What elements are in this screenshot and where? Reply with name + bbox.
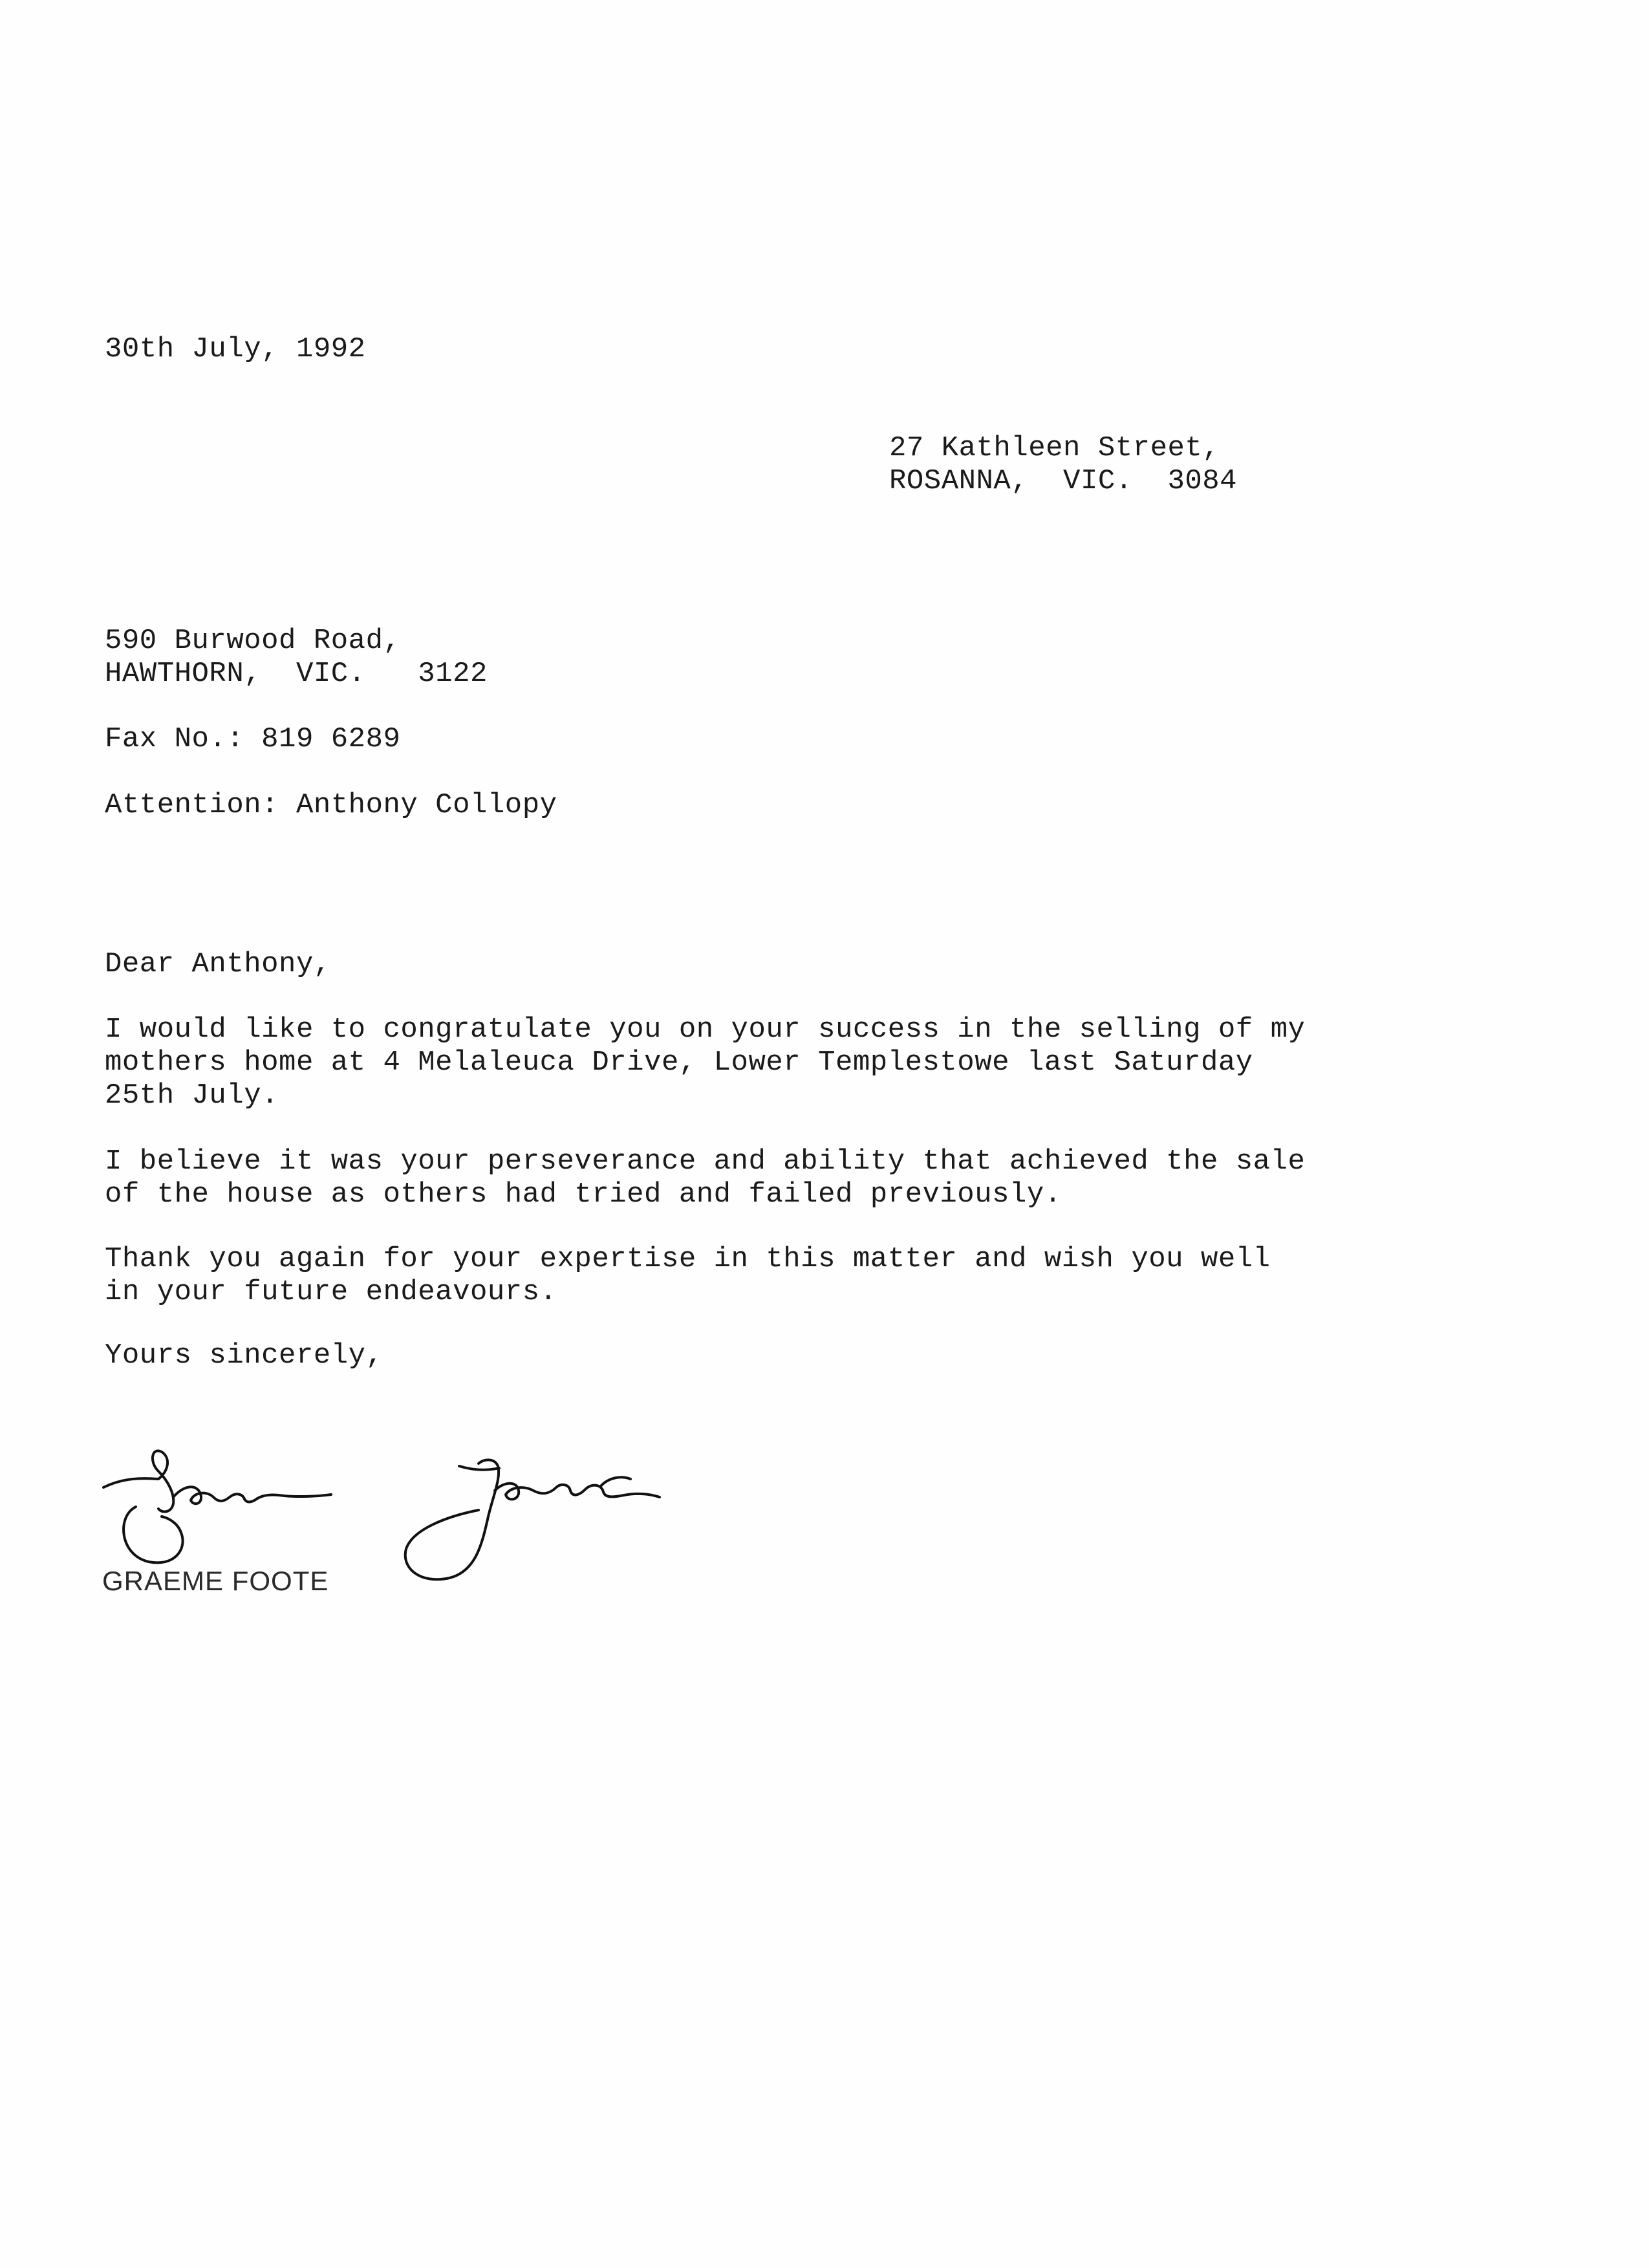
- salutation: Dear Anthony,: [105, 948, 331, 980]
- paragraph-2-line-1: I believe it was your perseverance and ability that achieved the sale: [105, 1145, 1306, 1178]
- paragraph-3-line-1: Thank you again for your expertise in this matter and wish you well: [105, 1243, 1271, 1275]
- signer-name: GRAEME FOOTE: [102, 1566, 329, 1596]
- body-paragraph-2: [105, 1145, 1305, 1211]
- sender-address-line2: ROSANNA, VIC. 3084: [889, 465, 1238, 497]
- recipient-address-line2: HAWTHORN, VIC. 3122: [105, 658, 488, 690]
- paragraph-1-line-1: I would like to congratulate you on your success in the selling of my: [105, 1013, 1306, 1046]
- body-paragraph-1: [105, 1013, 1305, 1112]
- letter-date: 30th July, 1992: [105, 333, 366, 365]
- body-paragraph-3: [105, 1243, 1271, 1309]
- paragraph-3-line-2: in your future endeavours.: [105, 1276, 557, 1308]
- attention-line: Attention: Anthony Collopy: [105, 789, 557, 821]
- fax-number: Fax No.: 819 6289: [105, 723, 401, 755]
- recipient-address-line1: 590 Burwood Road,: [105, 625, 401, 657]
- paragraph-1-line-2: mothers home at 4 Melaleuca Drive, Lower Templestowe last Saturday: [105, 1046, 1253, 1079]
- paragraph-2-line-2: of the house as others had tried and failed previously.: [105, 1178, 1062, 1211]
- closing: Yours sincerely,: [105, 1339, 383, 1372]
- sender-address: [889, 432, 1237, 498]
- recipient-address: [105, 625, 488, 691]
- sender-address-line1: 27 Kathleen Street,: [889, 432, 1220, 464]
- paragraph-1-line-3: 25th July.: [105, 1079, 279, 1112]
